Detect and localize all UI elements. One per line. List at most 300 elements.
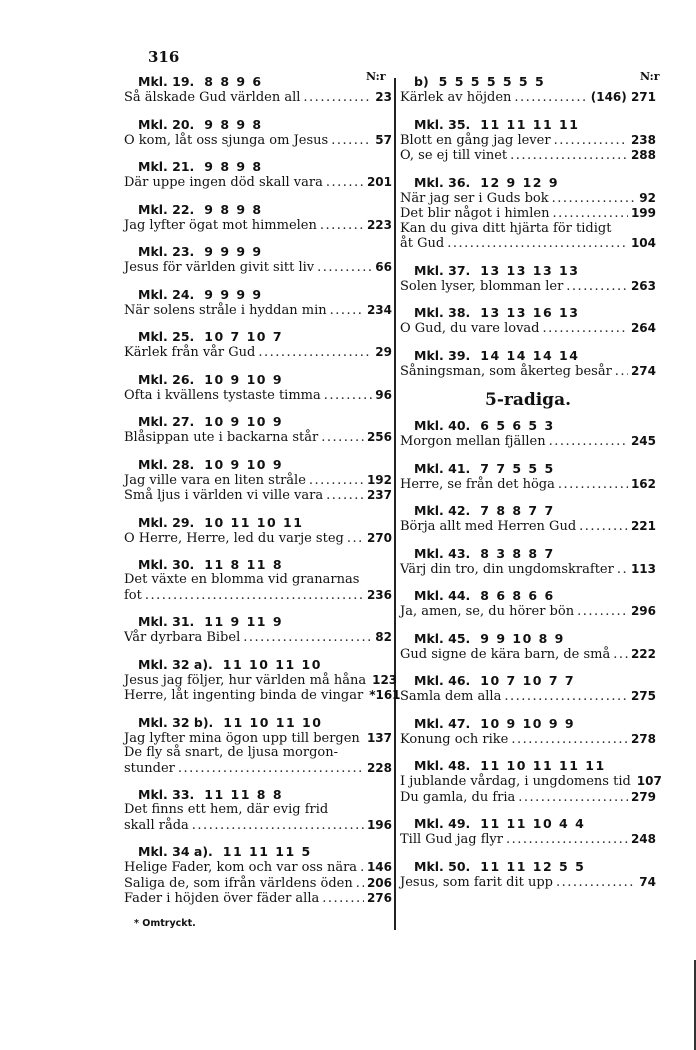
dot-leader	[566, 280, 628, 295]
meter-heading	[124, 202, 392, 218]
meter-heading	[400, 117, 656, 133]
dot-leader	[514, 91, 587, 106]
hymn-title: Ofta i kvällens tystaste timma	[124, 387, 321, 403]
index-entry	[400, 859, 656, 891]
dot-leader	[504, 690, 628, 705]
index-entry	[124, 287, 392, 319]
hymn-number: 123	[372, 672, 398, 687]
hymn-number: 57	[375, 132, 392, 147]
hymn-number: 270	[366, 530, 392, 545]
hymn-title: stunder	[124, 760, 175, 776]
hymn-number: 206	[366, 875, 392, 890]
hymn-line	[400, 790, 656, 806]
dot-leader	[347, 532, 364, 547]
hymn-number: 201	[366, 175, 392, 189]
meter-label: Mkl. 20.	[138, 116, 195, 132]
meter-heading	[124, 329, 392, 345]
meter-heading	[124, 557, 392, 573]
meter-pattern: 10 9 10 9	[204, 456, 284, 472]
meter-heading	[124, 159, 392, 175]
hymn-line	[124, 818, 392, 834]
meter-pattern: 14 14 14 14	[480, 347, 580, 363]
hymn-number: 276	[366, 891, 392, 905]
meter-pattern: 8 8 9 6	[204, 74, 263, 89]
hymn-title: Vår dyrbara Bibel	[124, 630, 241, 645]
index-entry	[400, 418, 656, 450]
hymn-number: 92	[639, 190, 656, 205]
hymn-number: 263	[630, 278, 656, 293]
hymn-number: 236	[366, 587, 392, 602]
meter-pattern: 10 9 10 9 9	[480, 715, 576, 731]
meter-label: Mkl. 47.	[414, 715, 471, 731]
meter-label: Mkl. 21.	[138, 159, 195, 174]
index-entry	[400, 74, 656, 106]
meter-pattern: 9 8 9 8	[204, 201, 263, 217]
dot-leader	[258, 346, 372, 361]
hymn-number: 104	[630, 236, 656, 250]
dot-leader	[330, 304, 364, 319]
meter-heading	[124, 117, 392, 133]
hymn-line	[124, 388, 392, 404]
hymn-line	[124, 761, 392, 777]
index-entry	[400, 117, 656, 164]
hymn-title: Små ljus i världen vi ville vara	[124, 488, 324, 503]
hymn-line	[400, 774, 662, 790]
hymn-line	[400, 148, 656, 164]
meter-pattern: 10 7 10 7 7	[480, 673, 576, 688]
dot-leader	[579, 520, 628, 535]
dot-leader	[303, 91, 372, 106]
meter-heading	[400, 263, 656, 279]
hymn-title: I jublande vårdag, i ungdomens tid	[400, 774, 631, 789]
hymn-number: 107	[636, 774, 662, 788]
hymn-title: Så älskade Gud världen all	[124, 90, 301, 105]
meter-heading	[400, 348, 656, 364]
hymn-title: Där uppe ingen död skall vara	[124, 175, 323, 190]
hymn-line	[400, 732, 656, 748]
hymn-title: Blott en gång jag lever	[400, 132, 551, 148]
hymn-number: 278	[630, 731, 656, 746]
meter-pattern: 10 9 10 9	[204, 414, 284, 429]
meter-heading	[400, 461, 656, 477]
hymn-title: Det finns ett hem, där evig frid	[124, 802, 329, 817]
meter-label: Mkl. 25.	[138, 329, 195, 344]
index-entry	[400, 673, 656, 705]
dot-leader	[613, 648, 628, 663]
hymn-line	[124, 731, 392, 747]
index-entry	[124, 372, 392, 404]
hymn-number: 74	[639, 874, 656, 889]
hymn-line	[400, 477, 656, 493]
meter-heading	[400, 588, 656, 604]
dot-leader	[617, 563, 628, 578]
hymn-title: Konung och rike	[400, 731, 509, 747]
meter-pattern: 9 9 10 8 9	[480, 630, 565, 646]
hymn-title: skall råda	[124, 817, 189, 833]
meter-heading	[400, 305, 656, 321]
hymn-number: 248	[630, 832, 656, 846]
hymn-number: 238	[630, 132, 656, 147]
left-column-header: N:r	[366, 70, 386, 83]
hymn-title: Jag ville vara en liten stråle	[124, 472, 306, 488]
hymn-line	[400, 90, 656, 106]
hymn-title: Det blir något i himlen	[400, 206, 550, 221]
hymn-line	[124, 876, 392, 892]
meter-heading	[124, 244, 392, 260]
meter-heading	[400, 631, 656, 647]
meter-label: Mkl. 38.	[414, 305, 471, 320]
hymn-number: (146) 271	[590, 90, 656, 104]
hymn-title: Saliga de, som ifrån världens öden	[124, 875, 353, 891]
hymn-title: O Gud, du vare lovad	[400, 321, 540, 336]
hymn-title: Kan du giva ditt hjärta för tidigt	[400, 220, 612, 236]
hymn-line	[400, 236, 656, 252]
meter-heading	[124, 74, 392, 90]
dot-leader	[615, 365, 628, 380]
hymn-number: 221	[630, 519, 656, 533]
meter-label: Mkl. 27.	[138, 414, 195, 429]
meter-label: Mkl. 30.	[138, 557, 195, 572]
dot-leader	[317, 261, 372, 276]
hymn-title: Till Gud jag flyr	[400, 832, 503, 847]
hymn-number: 162	[630, 476, 656, 491]
hymn-number: 222	[630, 646, 656, 661]
meter-heading	[124, 414, 392, 430]
dot-leader	[320, 219, 364, 234]
meter-label: Mkl. 19.	[138, 74, 195, 89]
meter-pattern: 13 13 16 13	[480, 305, 580, 320]
dot-leader	[511, 733, 628, 748]
hymn-title: När jag ser i Guds bok	[400, 190, 549, 206]
hymn-title: Helige Fader, kom och var oss nära	[124, 860, 358, 875]
dot-leader	[558, 478, 628, 493]
hymn-line	[124, 473, 392, 489]
meter-label: Mkl. 46.	[414, 673, 471, 688]
hymn-title: De fly så snart, de ljusa morgon-	[124, 745, 338, 760]
meter-pattern: 12 9 12 9	[480, 174, 560, 190]
meter-pattern: 11 11 11 5	[222, 844, 312, 859]
meter-heading	[124, 287, 392, 303]
hymn-line	[124, 218, 392, 234]
hymn-line	[124, 688, 401, 704]
index-entry	[400, 546, 656, 578]
hymn-line	[124, 430, 392, 446]
meter-label: Mkl. 34 a).	[138, 844, 213, 859]
hymn-number: 279	[630, 789, 656, 804]
hymn-title: Kärlek av höjden	[400, 90, 512, 105]
dot-leader	[518, 791, 628, 806]
column-divider	[394, 78, 396, 930]
hymn-title: Morgon mellan fjällen	[400, 434, 546, 449]
hymn-number: 192	[366, 472, 392, 487]
dot-leader	[326, 489, 364, 504]
hymn-line	[400, 191, 656, 207]
right-column-four-line	[400, 74, 656, 379]
meter-label: Mkl. 32 b).	[138, 714, 214, 730]
index-entry	[400, 816, 656, 848]
hymn-line	[400, 364, 656, 380]
meter-pattern: 11 11 8 8	[204, 787, 284, 802]
index-entry	[400, 503, 656, 535]
meter-pattern: 11 10 11 10	[223, 714, 323, 730]
hymn-number: 23	[375, 90, 392, 104]
meter-label: b)	[414, 74, 429, 89]
meter-heading	[124, 715, 392, 731]
dot-leader	[577, 605, 628, 620]
right-column-header: N:r	[640, 70, 660, 83]
hymn-title: Kärlek från vår Gud	[124, 345, 256, 360]
hymn-line	[400, 562, 656, 578]
meter-pattern: 9 8 9 8	[204, 159, 263, 174]
meter-heading	[124, 457, 392, 473]
meter-heading	[400, 716, 656, 732]
hymn-number: 196	[366, 817, 392, 832]
meter-pattern: 5 5 5 5 5 5 5	[438, 74, 546, 89]
hymn-number: 274	[630, 363, 656, 378]
hymn-line	[124, 303, 392, 319]
hymn-number: 199	[630, 206, 656, 220]
meter-label: Mkl. 50.	[414, 858, 471, 874]
meter-pattern: 7 7 5 5 5	[480, 460, 555, 476]
index-entry	[400, 305, 656, 337]
meter-label: Mkl. 33.	[138, 787, 195, 802]
hymn-line	[400, 647, 656, 663]
hymn-line	[124, 345, 392, 361]
index-entry	[400, 461, 656, 493]
hymn-title: Börja allt med Herren Gud	[400, 519, 577, 534]
hymn-number: 228	[366, 760, 392, 775]
meter-heading	[400, 816, 656, 832]
meter-heading	[400, 503, 656, 519]
meter-pattern: 13 13 13 13	[480, 262, 580, 278]
left-column	[124, 74, 401, 929]
hymn-number: 296	[630, 604, 656, 618]
dot-leader	[322, 892, 364, 907]
meter-pattern: 11 8 11 8	[204, 557, 284, 572]
meter-label: Mkl. 48.	[414, 758, 471, 773]
hymn-number: 234	[366, 302, 392, 317]
meter-label: Mkl. 36.	[414, 174, 471, 190]
index-entry	[400, 588, 656, 620]
meter-heading	[124, 844, 392, 860]
hymn-title: åt Gud	[400, 236, 445, 251]
hymn-title: Jag lyfter ögat mot himmelen	[124, 217, 317, 233]
dot-leader	[447, 237, 628, 252]
meter-label: Mkl. 44.	[414, 588, 471, 603]
hymn-number: 113	[630, 561, 656, 576]
hymn-title: Jesus, som farit dit upp	[400, 874, 553, 890]
hymn-title: fot	[124, 587, 142, 603]
hymn-line	[124, 891, 392, 907]
meter-label: Mkl. 42.	[414, 503, 471, 518]
meter-pattern: 9 8 9 8	[204, 116, 263, 132]
meter-pattern: 8 3 8 8 7	[480, 545, 555, 561]
hymn-line	[124, 573, 392, 588]
meter-label: Mkl. 41.	[414, 460, 471, 476]
meter-label: Mkl. 22.	[138, 201, 195, 217]
hymn-line	[124, 531, 392, 547]
dot-leader	[331, 134, 372, 149]
index-entry	[124, 244, 392, 276]
hymn-title: Såningsman, som åkerteg besår	[400, 363, 612, 379]
hymn-line	[400, 206, 656, 222]
meter-label: Mkl. 26.	[138, 371, 195, 387]
meter-label: Mkl. 45.	[414, 630, 471, 646]
hymn-line	[400, 279, 656, 295]
hymn-line	[124, 588, 392, 604]
index-entry	[400, 758, 662, 805]
index-entry	[124, 614, 392, 646]
hymn-number: 237	[366, 488, 392, 502]
hymn-line	[400, 321, 656, 337]
hymn-number: 256	[366, 430, 392, 444]
dot-leader	[510, 149, 628, 164]
dot-leader	[321, 431, 364, 446]
index-entry	[400, 348, 656, 380]
meter-pattern: 9 9 9 9	[204, 286, 263, 302]
meter-label: Mkl. 24.	[138, 286, 195, 302]
index-entry	[400, 263, 656, 295]
hymn-title: Gud signe de kära barn, de små	[400, 646, 611, 662]
hymn-line	[124, 175, 392, 191]
hymn-title: Värj din tro, din ungdomskrafter	[400, 561, 614, 577]
right-column	[400, 74, 662, 901]
index-entry	[124, 844, 392, 907]
index-entry	[124, 787, 392, 833]
hymn-number: 288	[630, 148, 656, 162]
hymn-line	[400, 604, 656, 620]
hymn-number: 245	[630, 434, 656, 448]
hymn-title: O Herre, Herre, led du varje steg	[124, 530, 344, 546]
hymn-title: O kom, låt oss sjunga om Jesus	[124, 132, 329, 148]
meter-pattern: 11 11 12 5 5	[480, 858, 586, 874]
meter-heading	[124, 372, 392, 388]
index-entry	[124, 715, 392, 777]
hymn-number: 66	[375, 260, 392, 274]
dot-leader	[549, 435, 628, 450]
hymn-title: Blåsippan ute i backarna står	[124, 430, 319, 445]
meter-label: Mkl. 39.	[414, 347, 471, 363]
meter-heading	[124, 515, 392, 531]
meter-heading	[400, 859, 656, 875]
hymn-number: 82	[375, 630, 392, 644]
meter-pattern: 7 8 8 7 7	[480, 503, 555, 518]
meter-pattern: 11 11 10 4 4	[480, 816, 586, 831]
meter-heading	[124, 657, 392, 673]
hymn-line	[124, 133, 392, 149]
hymn-title: Jag lyfter mina ögon upp till bergen	[124, 730, 360, 746]
meter-pattern: 10 9 10 9	[204, 371, 284, 387]
hymn-line	[400, 875, 656, 891]
hymn-title: Det växte en blomma vid granarnas	[124, 572, 360, 587]
index-entry	[400, 175, 656, 252]
dot-leader	[145, 589, 364, 604]
index-entry	[124, 515, 392, 547]
meter-heading	[400, 418, 656, 434]
meter-label: Mkl. 32 a).	[138, 656, 213, 672]
meter-label: Mkl. 49.	[414, 816, 471, 831]
meter-heading	[400, 175, 656, 191]
hymn-title: Jesus jag följer, hur världen må håna	[124, 672, 367, 688]
hymn-line	[124, 260, 392, 276]
meter-label: Mkl. 43.	[414, 545, 471, 561]
hymn-number: 223	[366, 217, 392, 232]
hymn-number: 264	[630, 321, 656, 335]
dot-leader	[363, 732, 364, 747]
dot-leader	[554, 134, 628, 149]
index-entry	[124, 557, 392, 603]
meter-heading	[400, 546, 656, 562]
hymn-title: Samla dem alla	[400, 689, 502, 704]
index-entry	[124, 329, 392, 361]
meter-heading	[400, 74, 656, 90]
meter-pattern: 10 7 10 7	[204, 329, 284, 344]
meter-heading	[400, 673, 656, 689]
hymn-number: 146	[366, 860, 392, 874]
hymn-line	[124, 630, 392, 646]
hymn-number: 275	[630, 689, 656, 703]
index-entry	[124, 656, 401, 704]
dot-leader	[326, 176, 364, 191]
dot-leader	[543, 322, 628, 337]
hymn-line	[400, 222, 656, 237]
hymn-title: Jesus för världen givit sitt liv	[124, 260, 315, 275]
index-entry	[124, 457, 392, 504]
hymn-line	[400, 519, 656, 535]
meter-pattern: 8 6 8 6 6	[480, 588, 555, 603]
hymn-title: När solens stråle i hyddan min	[124, 302, 327, 318]
section-title: 5-radiga.	[484, 390, 572, 410]
dot-leader	[356, 877, 364, 892]
meter-label: Mkl. 37.	[414, 262, 471, 278]
index-entry	[124, 159, 392, 191]
hymn-title: Fader i höjden över fäder alla	[124, 891, 320, 906]
meter-pattern: 11 10 11 11 11	[480, 758, 606, 773]
footnote: * Omtryckt.	[134, 917, 196, 929]
dot-leader	[552, 192, 637, 207]
meter-pattern: 11 11 11 11	[480, 116, 580, 132]
hymn-number: *161	[369, 688, 401, 702]
hymn-line	[124, 488, 392, 504]
dot-leader	[192, 819, 364, 834]
hymn-line	[124, 672, 398, 689]
hymn-title: O, se ej till vinet	[400, 148, 508, 163]
index-entry	[400, 716, 656, 748]
index-entry	[124, 202, 392, 234]
dot-leader	[178, 762, 364, 777]
meter-label: Mkl. 31.	[138, 614, 195, 629]
dot-leader	[556, 876, 636, 891]
meter-label: Mkl. 35.	[414, 116, 471, 132]
index-entry	[124, 414, 392, 446]
hymn-title: Du gamla, du fria	[400, 789, 516, 805]
meter-heading	[124, 787, 392, 803]
hymn-title: Solen lyser, blomman ler	[400, 278, 564, 294]
hymn-line	[400, 434, 656, 450]
hymn-line	[400, 133, 656, 149]
hymn-line	[400, 689, 656, 705]
meter-label: Mkl. 23.	[138, 244, 195, 259]
meter-pattern: 11 10 11 10	[222, 656, 322, 672]
right-column-five-line	[400, 418, 662, 890]
dot-leader	[552, 207, 627, 222]
index-entry	[124, 117, 392, 149]
hymn-line	[124, 746, 392, 761]
meter-pattern: 6 5 6 5 3	[480, 418, 555, 433]
hymn-title: Herre, se från det höga	[400, 476, 555, 492]
hymn-line	[124, 803, 392, 818]
meter-label: Mkl. 28.	[138, 456, 195, 472]
